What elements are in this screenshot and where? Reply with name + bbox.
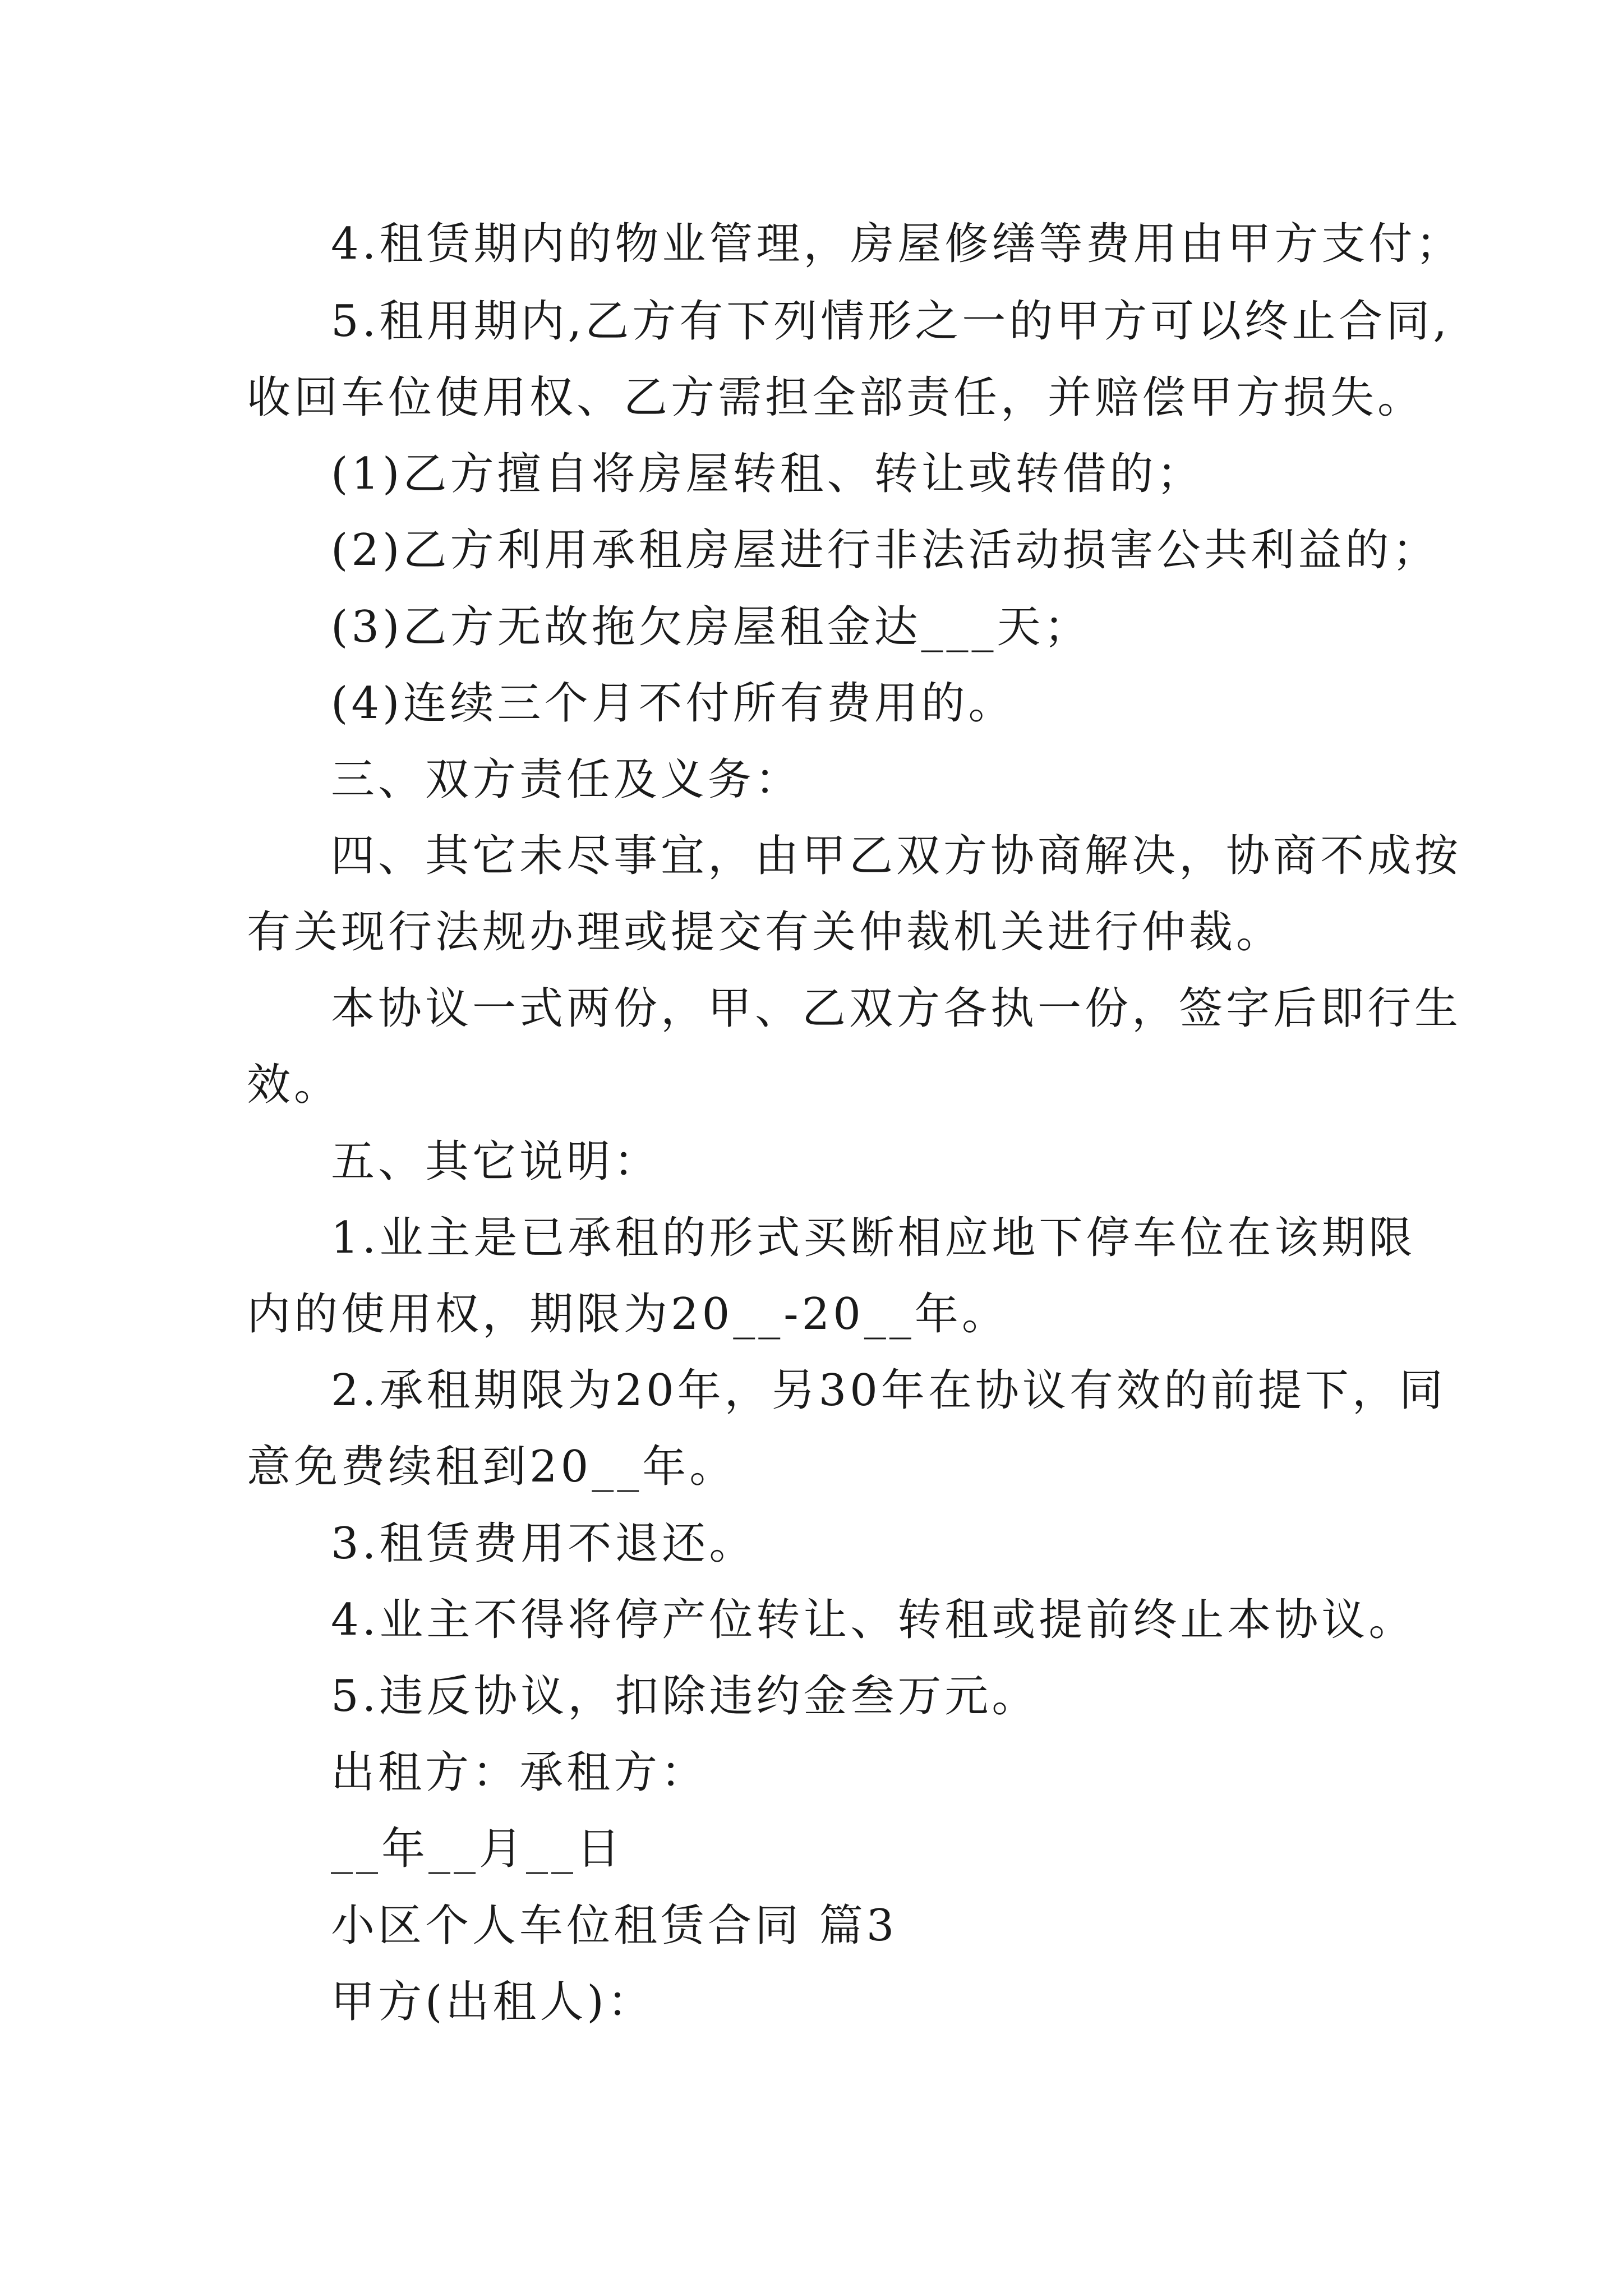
clause-4-property-fees: 4.租赁期内的物业管理，房屋修缮等费用由甲方支付；: [331, 219, 1463, 269]
note-1: 1.业主是已承租的形式买断相应地下停车位在该期限: [331, 1213, 1416, 1263]
copies-clause-cont: 效。: [247, 1060, 342, 1110]
section-3-heading: 三、双方责任及义务：: [331, 754, 803, 805]
signature-date: __年__月__日: [331, 1824, 624, 1874]
note-2: 2.承租期限为20年，另30年在协议有效的前提下，同: [331, 1365, 1446, 1416]
note-4: 4.业主不得将停产位转让、转租或提前终止本协议。: [331, 1595, 1416, 1645]
note-1-cont: 内的使用权，期限为20__-20__年。: [247, 1289, 1009, 1340]
condition-2: (2)乙方利用承租房屋进行非法活动损害公共利益的；: [331, 525, 1440, 576]
condition-1: (1)乙方擅自将房屋转租、转让或转借的；: [331, 449, 1204, 499]
party-a-label: 甲方(出租人)：: [331, 1977, 654, 2027]
section-5-heading: 五、其它说明：: [331, 1137, 661, 1187]
section-4-text-cont: 有关现行法规办理或提交有关仲裁机关进行仲裁。: [247, 907, 1284, 958]
note-3: 3.租赁费用不退还。: [331, 1519, 757, 1569]
clause-5-termination-cont: 收回车位使用权、乙方需担全部责任，并赔偿甲方损失。: [247, 372, 1425, 423]
signature-parties: 出租方：承租方：: [331, 1747, 708, 1798]
condition-3: (3)乙方无故拖欠房屋租金达___天；: [331, 602, 1091, 652]
copies-clause: 本协议一式两份，甲、乙双方各执一份，签字后即行生: [331, 983, 1462, 1034]
note-5: 5.违反协议，扣除违约金叁万元。: [331, 1671, 1039, 1722]
contract-3-title: 小区个人车位租赁合同 篇3: [331, 1901, 898, 1951]
condition-4: (4)连续三个月不付所有费用的。: [331, 678, 1016, 729]
note-2-cont: 意免费续租到20__年。: [247, 1442, 737, 1492]
clause-5-termination: 5.租用期内,乙方有下列情形之一的甲方可以终止合同,: [331, 296, 1451, 347]
section-4-text: 四、其它未尽事宜，由甲乙双方协商解决，协商不成按: [331, 831, 1462, 881]
